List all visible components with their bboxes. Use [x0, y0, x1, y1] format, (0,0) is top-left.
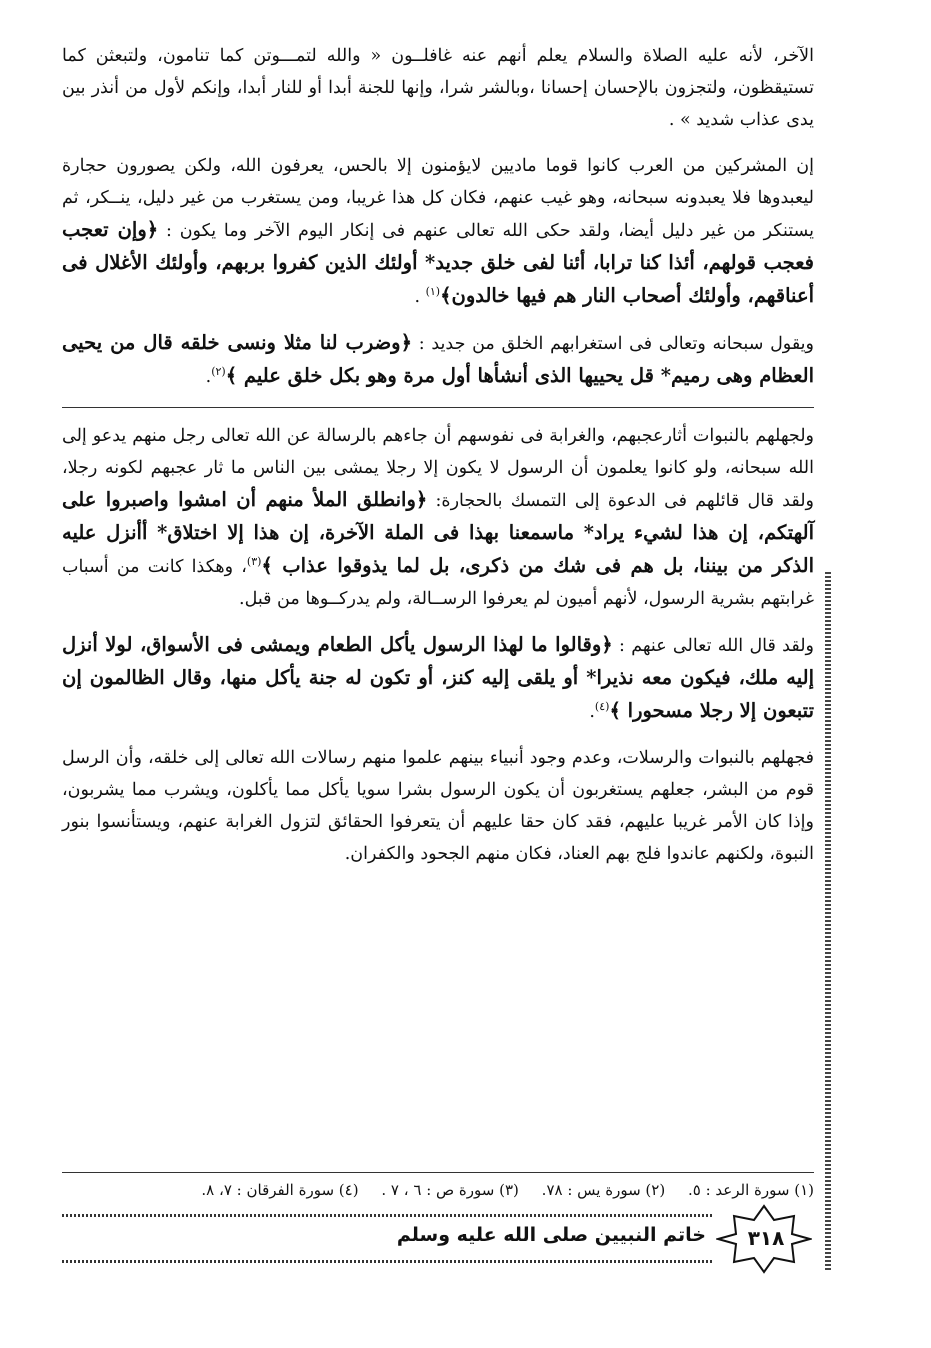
page-footer: [62, 1212, 814, 1266]
footer-dotted-line: [62, 1214, 712, 1217]
paragraph-text: ولجهلهم بالنبوات أثارعجبهم، والغرابة فى نفوسهم أن جاءهم بالرسالة عن الله تعالى رجل منهم يدعو إلى الله سبحانه، ولو كانوا يعلمون أن الرسول لا يكون إلا رجلا يمشى بين الناس ما ثار عجبهم لكونه رجلا، ولقد قال قائلهم فى الدعوة إلى التمسك بالحجارة:: [62, 426, 814, 511]
footnote-item: (٣) سورة ص : ٦ ، ٧ .: [381, 1181, 519, 1199]
quran-verse: ﴿وقالوا ما لهذا الرسول يأكل الطعام ويمشى فى الأسواق، لولا أنزل إليه ملك، فيكون معه نذيرا* أو يلقى إليه كنز، أو تكون له جنة يأكل منها، وقال الظالمون إن تتبعون إلا رجلا مسحورا ﴾: [62, 633, 814, 722]
paragraph-2: [62, 150, 814, 313]
paragraph-tail: .: [414, 287, 426, 307]
footnotes: [62, 1178, 814, 1202]
footnote-ref: (٤): [594, 700, 610, 714]
quran-verse: ﴿وضرب لنا مثلا ونسى خلقه قال من يحيى العظام وهى رميم* قل يحييها الذى أنشأها أول مرة وهو بكل خلق عليم ﴾: [62, 331, 814, 387]
page-body: [62, 40, 814, 884]
book-title: خاتم النبيين صلى الله عليه وسلم: [396, 1224, 706, 1246]
footnote-item: (٤) سورة الفرقان : ٧، ٨.: [201, 1181, 359, 1199]
paragraph-6: [62, 742, 814, 870]
paragraph-text: ولقد قال الله تعالى عنهم :: [619, 636, 814, 656]
footnote-ref: (٣): [246, 555, 262, 569]
paragraph-1: [62, 40, 814, 136]
paragraph-5: [62, 629, 814, 728]
paragraph-text: الآخر، لأنه عليه الصلاة والسلام يعلم أنهم عنه غافلــون « والله لتمـــوتن كما تنامون، ولتبعثن كما تستيقظون، ولتجزون بالإحسان إحسانا ،وبالشر شرا، وإنها للجنة أبدا أو للنار أبدا، وإنكم لأول من أنذر بين يدى عذاب شديد » .: [62, 46, 814, 130]
footnote-ref: (١): [425, 285, 441, 299]
footnote-ref: (٢): [211, 365, 226, 379]
decorative-side-border: [825, 572, 831, 1272]
quran-verse: ﴿وإن تعجب فعجب قولهم، أئذا كنا ترابا، أئنا لفى خلق جديد* أولئك الذين كفروا بربهم، وأولئك الأغلال فى أعناقهم، وأولئك أصحاب النار هم فيها خالدون﴾: [62, 218, 814, 307]
quran-verse: ﴿وانطلق الملأ منهم أن امشوا واصبروا على آلهتكم، إن هذا لشيء يراد* ماسمعنا بهذا فى الملة الآخرة، إن هذا إلا اختلاق* أأنزل عليه الذكر من بيننا، بل هم فى شك من ذكرى، بل لما يذوقوا عذاب ﴾: [62, 488, 814, 577]
section-divider: [62, 407, 814, 408]
paragraph-tail: ، وهكذا كانت من أسباب غرابتهم بشرية الرسول، لأنهم أميون لم يعرفوا الرســالة، ولم يدركــوها من قبل.: [62, 557, 814, 609]
footer-dotted-line: [62, 1260, 712, 1263]
paragraph-text: إن المشركين من العرب كانوا قوما ماديين لايؤمنون إلا بالحس، يعرفون الله، ولكن يصورون حجارة ليعبدوها فلا يعبدونه سبحانه، وهو غيب عنهم، فكان كل هذا غريبا، ومن يستغرب من غير دليل، ينــكر، ثم يستنكر من غير دليل أيضا، ولقد حكى الله تعالى عنهم فى إنكار اليوم الآخر وما يكون :: [62, 156, 814, 241]
paragraph-4: [62, 420, 814, 615]
paragraph-tail: .: [589, 702, 595, 722]
paragraph-text: فجهلهم بالنبوات والرسلات، وعدم وجود أنبياء بينهم علموا منهم رسالات الله تعالى إلى خلقه، وأن الرسل قوم من البشر، جعلهم يستغربون أن يكون الرسول بشرا سويا يأكل مما يأكلون، ويشرب مما يشربون، وإذا كان الأمر غريبا عليهم، فقد كان حقا عليهم أن يتعرفوا الحقائق لتزول الغرابة عنهم، ويستأنسوا بنور النبوة، ولكنهم عاندوا فلج بهم العناد، فكان منهم الجحود والكفران.: [62, 748, 814, 864]
page-number: ٣١٨: [747, 1226, 785, 1250]
paragraph-tail: .: [205, 367, 212, 387]
paragraph-text: ويقول سبحانه وتعالى فى استغرابهم الخلق من جديد :: [418, 334, 814, 354]
footnote-item: (٢) سورة يس : ٧٨.: [541, 1181, 666, 1199]
paragraph-3: [62, 327, 814, 393]
footnote-item: (١) سورة الرعد : ٥.: [687, 1181, 814, 1199]
footnote-divider: [62, 1172, 814, 1173]
